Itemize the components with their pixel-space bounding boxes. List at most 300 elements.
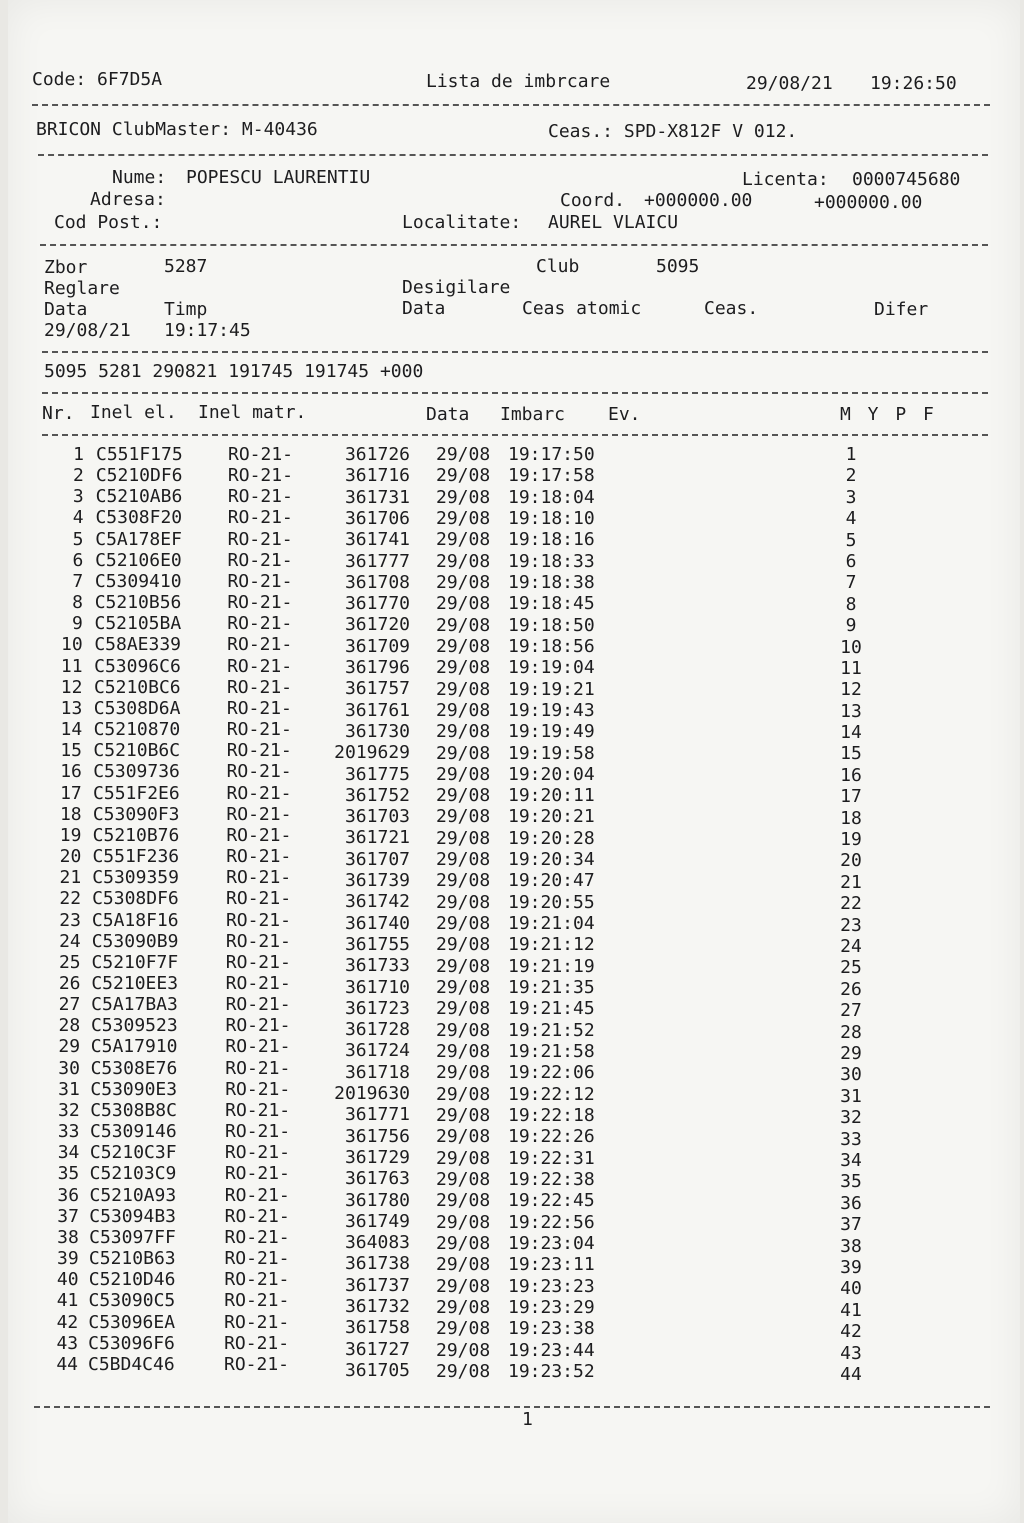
ring-number: 361757 bbox=[344, 678, 410, 700]
row-number: 28 bbox=[58, 1015, 81, 1037]
position: 8 bbox=[845, 593, 857, 615]
arrival-date: 29/08 bbox=[436, 1168, 491, 1190]
electronic-ring: C5210B63 bbox=[88, 1248, 176, 1270]
row-number: 42 bbox=[56, 1311, 79, 1333]
electronic-ring: C53097FF bbox=[89, 1226, 176, 1248]
arrival-date: 29/08 bbox=[436, 998, 491, 1020]
ring-number: 361780 bbox=[344, 1189, 410, 1211]
ring-number: 361710 bbox=[344, 976, 410, 998]
arrival-date: 29/08 bbox=[436, 1147, 491, 1169]
ring-number: 361730 bbox=[344, 720, 410, 742]
ring-number: 361729 bbox=[344, 1146, 410, 1168]
electronic-ring: C5308DF6 bbox=[92, 888, 179, 910]
arrival-time: 19:22:12 bbox=[508, 1083, 595, 1105]
ring-prefix: RO-21- bbox=[225, 994, 291, 1016]
name-label: Nume: bbox=[112, 167, 167, 188]
arrival-time: 19:23:04 bbox=[508, 1232, 595, 1254]
electronic-ring: C5309736 bbox=[93, 761, 180, 783]
reglare-timp: 19:17:45 bbox=[164, 320, 251, 341]
arrival-time: 19:19:58 bbox=[508, 742, 595, 764]
arrival-time: 19:20:28 bbox=[508, 827, 595, 849]
electronic-ring: C5210C3F bbox=[89, 1142, 177, 1164]
arrival-date: 29/08 bbox=[436, 721, 491, 743]
arrival-time: 19:18:45 bbox=[508, 593, 595, 615]
ring-number: 361755 bbox=[344, 933, 410, 955]
data2-label: Data bbox=[402, 298, 446, 319]
arrival-date: 29/08 bbox=[436, 550, 491, 572]
position: 31 bbox=[840, 1085, 862, 1107]
arrival-time: 19:21:19 bbox=[508, 955, 595, 977]
zbor-label: Zbor bbox=[44, 257, 88, 278]
row-number: 44 bbox=[56, 1353, 78, 1375]
electronic-ring: C52106E0 bbox=[95, 549, 182, 571]
divider bbox=[42, 434, 988, 436]
arrival-date: 29/08 bbox=[436, 1041, 491, 1063]
row-number: 3 bbox=[72, 486, 84, 508]
electronic-ring: C5210B76 bbox=[92, 824, 180, 846]
row-number: 1 bbox=[73, 444, 84, 465]
ring-prefix: RO-21- bbox=[227, 507, 293, 529]
electronic-ring: C5210EE3 bbox=[91, 973, 179, 995]
license-label: Licenta: bbox=[742, 169, 829, 190]
arrival-time: 19:23:23 bbox=[508, 1275, 595, 1297]
row-number: 36 bbox=[57, 1184, 80, 1206]
row-number: 21 bbox=[59, 867, 82, 889]
arrival-date: 29/08 bbox=[436, 955, 491, 977]
electronic-ring: C52105BA bbox=[94, 613, 182, 635]
arrival-date: 29/08 bbox=[436, 977, 491, 999]
position: 33 bbox=[840, 1128, 862, 1150]
data-label: Data bbox=[44, 299, 88, 320]
col-nr: Nr. bbox=[42, 403, 75, 424]
ring-number: 364083 bbox=[344, 1232, 410, 1254]
ring-prefix: RO-21- bbox=[227, 655, 293, 677]
position: 23 bbox=[840, 914, 862, 936]
position: 22 bbox=[840, 893, 862, 915]
table-row bbox=[8, 593, 1008, 615]
row-number: 25 bbox=[58, 951, 81, 973]
arrival-date: 29/08 bbox=[436, 849, 491, 871]
electronic-ring: C5210F7F bbox=[91, 951, 179, 973]
ring-prefix: RO-21- bbox=[224, 1184, 290, 1206]
arrival-date: 29/08 bbox=[436, 507, 491, 529]
electronic-ring: C53094B3 bbox=[89, 1205, 176, 1227]
ring-prefix: RO-21- bbox=[227, 570, 293, 592]
position: 19 bbox=[840, 829, 862, 851]
row-number: 7 bbox=[72, 570, 84, 592]
license-number: 0000745680 bbox=[852, 169, 961, 190]
row-number: 34 bbox=[57, 1142, 80, 1164]
position: 26 bbox=[840, 978, 862, 1000]
electronic-ring: C5210BC6 bbox=[93, 676, 181, 698]
arrival-date: 29/08 bbox=[436, 635, 491, 657]
arrival-date: 29/08 bbox=[436, 1211, 491, 1233]
divider bbox=[42, 351, 988, 353]
position: 21 bbox=[840, 871, 862, 893]
ring-prefix: RO-21- bbox=[226, 824, 292, 846]
ring-prefix: RO-21- bbox=[224, 1226, 290, 1248]
arrival-date: 29/08 bbox=[436, 1318, 491, 1340]
doc-date: 29/08/21 bbox=[746, 73, 833, 94]
position: 43 bbox=[840, 1342, 862, 1364]
row-number: 40 bbox=[56, 1269, 79, 1291]
ring-number: 2019629 bbox=[334, 742, 410, 764]
ring-prefix: RO-21- bbox=[224, 1248, 290, 1270]
arrival-date: 29/08 bbox=[436, 806, 491, 828]
ring-prefix: RO-21- bbox=[224, 1290, 290, 1312]
arrival-time: 19:21:04 bbox=[508, 913, 595, 935]
device-model: BRICON ClubMaster: M-40436 bbox=[36, 119, 318, 140]
arrival-time: 19:22:38 bbox=[508, 1168, 595, 1190]
row-number: 43 bbox=[56, 1332, 79, 1354]
arrival-time: 19:19:43 bbox=[508, 699, 595, 721]
col-inel-matr: Inel matr. bbox=[198, 402, 307, 423]
ring-number: 361796 bbox=[344, 657, 410, 678]
ring-prefix: RO-21- bbox=[226, 782, 292, 804]
position: 34 bbox=[840, 1149, 862, 1171]
ring-number: 361703 bbox=[344, 806, 410, 828]
arrival-date: 29/08 bbox=[436, 891, 491, 913]
arrival-date: 29/08 bbox=[436, 1275, 491, 1297]
ring-number: 361752 bbox=[344, 784, 410, 806]
ring-prefix: RO-21- bbox=[225, 1121, 291, 1143]
electronic-ring: C53090C5 bbox=[88, 1290, 176, 1312]
table-row bbox=[8, 487, 1008, 509]
position: 14 bbox=[840, 722, 862, 744]
position: 28 bbox=[840, 1021, 862, 1043]
ring-number: 361761 bbox=[344, 699, 410, 721]
ring-prefix: RO-21- bbox=[224, 1332, 290, 1354]
arrival-time: 19:17:58 bbox=[508, 465, 595, 487]
ring-prefix: RO-21- bbox=[224, 1269, 290, 1291]
arrival-time: 19:22:45 bbox=[508, 1190, 595, 1212]
arrival-date: 29/08 bbox=[436, 934, 491, 956]
summary-line: 5095 5281 290821 191745 191745 +000 bbox=[44, 361, 424, 382]
ring-prefix: RO-21- bbox=[224, 1163, 290, 1185]
ring-prefix: RO-21- bbox=[225, 909, 291, 931]
arrival-date: 29/08 bbox=[436, 593, 491, 615]
row-number: 6 bbox=[72, 549, 84, 571]
ring-prefix: RO-21- bbox=[225, 1099, 291, 1121]
arrival-date: 29/08 bbox=[436, 742, 491, 764]
table-row bbox=[8, 657, 1008, 679]
ring-number: 361707 bbox=[344, 848, 410, 870]
ring-number: 361737 bbox=[344, 1274, 410, 1296]
arrival-date: 29/08 bbox=[436, 486, 491, 508]
position: 5 bbox=[845, 529, 857, 551]
row-number: 20 bbox=[59, 846, 82, 868]
position: 2 bbox=[845, 465, 857, 487]
ring-prefix: RO-21- bbox=[226, 740, 292, 762]
coord-label: Coord. bbox=[560, 190, 626, 211]
col-inel-el: Inel el. bbox=[90, 402, 177, 423]
row-number: 39 bbox=[57, 1248, 79, 1270]
ring-number: 361723 bbox=[344, 997, 410, 1019]
position: 3 bbox=[845, 486, 857, 508]
timp-label: Timp bbox=[164, 299, 208, 320]
ring-number: 361740 bbox=[344, 912, 410, 934]
ring-prefix: RO-21- bbox=[226, 697, 292, 719]
ring-prefix: RO-21- bbox=[225, 973, 291, 995]
electronic-ring: C53090B9 bbox=[91, 930, 179, 952]
divider bbox=[32, 104, 990, 106]
position: 20 bbox=[840, 850, 862, 872]
ring-number: 361733 bbox=[344, 955, 410, 977]
row-number: 31 bbox=[58, 1078, 80, 1100]
arrival-time: 19:21:12 bbox=[508, 934, 595, 956]
position: 35 bbox=[840, 1171, 862, 1193]
ring-number: 361742 bbox=[344, 891, 410, 913]
ring-prefix: RO-21- bbox=[228, 444, 294, 465]
divider bbox=[38, 154, 988, 156]
position: 9 bbox=[845, 615, 857, 637]
electronic-ring: C53096F6 bbox=[88, 1332, 175, 1354]
position: 32 bbox=[840, 1107, 862, 1129]
position: 27 bbox=[840, 1000, 862, 1022]
postcode-label: Cod Post.: bbox=[54, 212, 163, 233]
arrival-date: 29/08 bbox=[436, 465, 491, 487]
row-number: 26 bbox=[58, 973, 81, 995]
ring-prefix: RO-21- bbox=[226, 803, 292, 825]
table-row bbox=[8, 551, 1008, 573]
table-row bbox=[8, 529, 1008, 551]
position: 25 bbox=[840, 957, 862, 979]
ring-prefix: RO-21- bbox=[227, 549, 293, 571]
row-number: 2 bbox=[73, 465, 84, 487]
ring-prefix: RO-21- bbox=[226, 867, 292, 889]
arrival-date: 29/08 bbox=[436, 657, 491, 679]
electronic-ring: C5309523 bbox=[90, 1015, 178, 1037]
table-row bbox=[8, 572, 1008, 594]
arrival-date: 29/08 bbox=[436, 1126, 491, 1148]
ring-number: 361718 bbox=[344, 1061, 410, 1083]
club-value: 5095 bbox=[656, 256, 700, 277]
printout-page bbox=[8, 0, 1020, 1523]
row-number: 30 bbox=[58, 1057, 80, 1079]
doc-time: 19:26:50 bbox=[870, 73, 957, 94]
row-number: 33 bbox=[57, 1121, 80, 1143]
ring-prefix: RO-21- bbox=[225, 1015, 291, 1037]
arrival-time: 19:22:31 bbox=[508, 1147, 595, 1169]
arrival-time: 19:18:50 bbox=[508, 614, 595, 636]
arrival-time: 19:22:26 bbox=[508, 1126, 595, 1148]
position: 6 bbox=[845, 550, 857, 572]
ring-number: 361716 bbox=[344, 465, 410, 487]
electronic-ring: C5210D46 bbox=[88, 1269, 176, 1291]
owner-name: POPESCU LAURENTIU bbox=[186, 167, 371, 188]
locality: AUREL VLAICU bbox=[548, 212, 679, 233]
position: 30 bbox=[840, 1064, 862, 1086]
divider bbox=[34, 1406, 990, 1408]
electronic-ring: C53090E3 bbox=[90, 1078, 178, 1100]
ring-prefix: RO-21- bbox=[226, 846, 292, 868]
arrival-time: 19:23:52 bbox=[508, 1360, 595, 1382]
electronic-ring: C5A17BA3 bbox=[91, 994, 178, 1016]
ring-number: 361724 bbox=[344, 1040, 410, 1062]
electronic-ring: C5308F20 bbox=[95, 507, 183, 529]
table-row bbox=[8, 636, 1008, 658]
ring-prefix: RO-21- bbox=[224, 1311, 290, 1333]
row-number: 22 bbox=[59, 888, 82, 910]
position: 29 bbox=[840, 1042, 862, 1064]
arrival-date: 29/08 bbox=[436, 1105, 491, 1127]
arrival-date: 29/08 bbox=[436, 1083, 491, 1105]
divider bbox=[40, 244, 988, 246]
electronic-ring: C5210B56 bbox=[94, 592, 182, 614]
ring-number: 361720 bbox=[344, 614, 410, 636]
ring-number: 361705 bbox=[344, 1359, 410, 1381]
device-clock: Ceas.: SPD-X812F V 012. bbox=[548, 121, 798, 142]
arrival-date: 29/08 bbox=[436, 571, 491, 593]
position: 18 bbox=[840, 807, 862, 829]
electronic-ring: C53096EA bbox=[88, 1311, 176, 1333]
row-number: 29 bbox=[58, 1036, 81, 1058]
ring-prefix: RO-21- bbox=[226, 676, 292, 698]
arrival-date: 29/08 bbox=[436, 1190, 491, 1212]
ring-number: 361749 bbox=[344, 1210, 410, 1232]
row-number: 23 bbox=[59, 909, 81, 931]
arrival-time: 19:22:06 bbox=[508, 1062, 595, 1084]
arrival-time: 19:20:34 bbox=[508, 849, 595, 871]
electronic-ring: C53096C6 bbox=[94, 655, 181, 677]
ceas-atomic-label: Ceas atomic bbox=[522, 298, 642, 319]
row-number: 17 bbox=[60, 782, 82, 804]
electronic-ring: C5A17910 bbox=[90, 1036, 178, 1058]
ring-prefix: RO-21- bbox=[225, 951, 291, 973]
arrival-date: 29/08 bbox=[436, 827, 491, 849]
ring-prefix: RO-21- bbox=[225, 1078, 291, 1100]
arrival-time: 19:20:47 bbox=[508, 870, 595, 892]
row-number: 35 bbox=[57, 1163, 80, 1185]
difer-label: Difer bbox=[874, 299, 929, 320]
row-number: 37 bbox=[57, 1205, 79, 1227]
ring-number: 361770 bbox=[344, 593, 410, 615]
arrival-date: 29/08 bbox=[436, 614, 491, 636]
table-row bbox=[8, 465, 1008, 487]
ring-number: 361763 bbox=[344, 1168, 410, 1190]
ring-number: 361739 bbox=[344, 870, 410, 891]
arrival-date: 29/08 bbox=[436, 913, 491, 935]
electronic-ring: C5308B8C bbox=[90, 1099, 177, 1121]
ring-prefix: RO-21- bbox=[227, 486, 293, 508]
position: 38 bbox=[840, 1235, 862, 1257]
ring-prefix: RO-21- bbox=[224, 1205, 290, 1227]
club-label: Club bbox=[536, 256, 580, 277]
position: 11 bbox=[840, 657, 862, 679]
position: 40 bbox=[840, 1278, 862, 1300]
ring-number: 361732 bbox=[344, 1296, 410, 1317]
position: 24 bbox=[840, 936, 862, 958]
ring-number: 361758 bbox=[344, 1317, 410, 1339]
arrival-time: 19:22:18 bbox=[508, 1105, 595, 1127]
arrival-date: 29/08 bbox=[436, 699, 491, 721]
electronic-ring: C5309146 bbox=[90, 1121, 177, 1143]
arrival-date: 29/08 bbox=[436, 1254, 491, 1276]
position: 39 bbox=[840, 1256, 862, 1278]
ring-number: 361706 bbox=[344, 507, 410, 529]
arrival-date: 29/08 bbox=[436, 444, 491, 465]
position: 7 bbox=[845, 572, 857, 594]
row-number: 38 bbox=[57, 1226, 79, 1248]
row-number: 27 bbox=[58, 994, 81, 1016]
doc-code: Code: 6F7D5A bbox=[32, 69, 163, 90]
row-number: 5 bbox=[72, 528, 84, 550]
electronic-ring: C58AE339 bbox=[94, 634, 182, 656]
row-number: 24 bbox=[59, 930, 81, 952]
ring-number: 361731 bbox=[344, 486, 410, 508]
arrival-time: 19:21:52 bbox=[508, 1019, 595, 1041]
zbor-value: 5287 bbox=[164, 256, 208, 277]
arrival-time: 19:18:10 bbox=[508, 507, 595, 529]
reglare-data: 29/08/21 bbox=[44, 320, 131, 341]
table-row bbox=[8, 508, 1008, 530]
electronic-ring: C5210DF6 bbox=[95, 465, 183, 487]
ring-prefix: RO-21- bbox=[227, 528, 293, 550]
position: 16 bbox=[840, 764, 862, 786]
electronic-ring: C52103C9 bbox=[89, 1163, 177, 1185]
arrival-date: 29/08 bbox=[436, 1019, 491, 1041]
doc-title: Lista de imbrcare bbox=[426, 71, 611, 92]
divider bbox=[42, 392, 988, 394]
row-number: 13 bbox=[60, 697, 83, 719]
ring-number: 361708 bbox=[344, 571, 410, 593]
arrival-date: 29/08 bbox=[436, 1296, 491, 1318]
ring-prefix: RO-21- bbox=[224, 1142, 290, 1164]
position: 37 bbox=[840, 1214, 862, 1236]
ring-prefix: RO-21- bbox=[226, 888, 292, 910]
arrival-time: 19:21:45 bbox=[508, 998, 595, 1020]
electronic-ring: C5210870 bbox=[93, 719, 181, 741]
arrival-time: 19:19:04 bbox=[508, 657, 595, 679]
position: 4 bbox=[845, 508, 857, 530]
coord-x: +000000.00 bbox=[644, 190, 753, 211]
electronic-ring: C5210A93 bbox=[89, 1184, 177, 1206]
ring-prefix: RO-21- bbox=[227, 592, 293, 614]
arrival-date: 29/08 bbox=[436, 1339, 491, 1361]
arrival-date: 29/08 bbox=[436, 678, 491, 700]
electronic-ring: C5309410 bbox=[94, 570, 182, 592]
row-number: 8 bbox=[72, 592, 84, 614]
electronic-ring: C551F236 bbox=[92, 846, 180, 868]
arrival-time: 19:23:11 bbox=[508, 1254, 595, 1276]
ring-prefix: RO-21- bbox=[225, 1057, 291, 1079]
ring-number: 361721 bbox=[344, 827, 410, 849]
arrival-time: 19:19:21 bbox=[508, 678, 595, 700]
arrival-date: 29/08 bbox=[436, 785, 491, 807]
position: 44 bbox=[840, 1363, 862, 1385]
arrival-time: 19:22:56 bbox=[508, 1211, 595, 1233]
col-data: Data bbox=[426, 404, 470, 425]
position: 41 bbox=[840, 1299, 862, 1321]
ceas-label: Ceas. bbox=[704, 298, 759, 319]
ring-number: 361727 bbox=[344, 1338, 410, 1360]
arrival-time: 19:18:04 bbox=[508, 486, 595, 508]
ring-number: 361777 bbox=[344, 550, 410, 572]
reglare-label: Reglare bbox=[44, 278, 120, 299]
position: 10 bbox=[840, 636, 862, 658]
row-number: 19 bbox=[59, 824, 82, 846]
ring-prefix: RO-21- bbox=[226, 719, 292, 741]
table-row bbox=[8, 614, 1008, 636]
ring-number: 2019630 bbox=[334, 1083, 410, 1104]
col-imbarc: Imbarc bbox=[500, 404, 566, 425]
ring-number: 361709 bbox=[344, 635, 410, 657]
electronic-ring: C5308D6A bbox=[93, 697, 181, 719]
ring-prefix: RO-21- bbox=[227, 613, 293, 635]
position: 13 bbox=[840, 700, 862, 722]
ring-prefix: RO-21- bbox=[225, 930, 291, 952]
ring-number: 361728 bbox=[344, 1019, 410, 1041]
